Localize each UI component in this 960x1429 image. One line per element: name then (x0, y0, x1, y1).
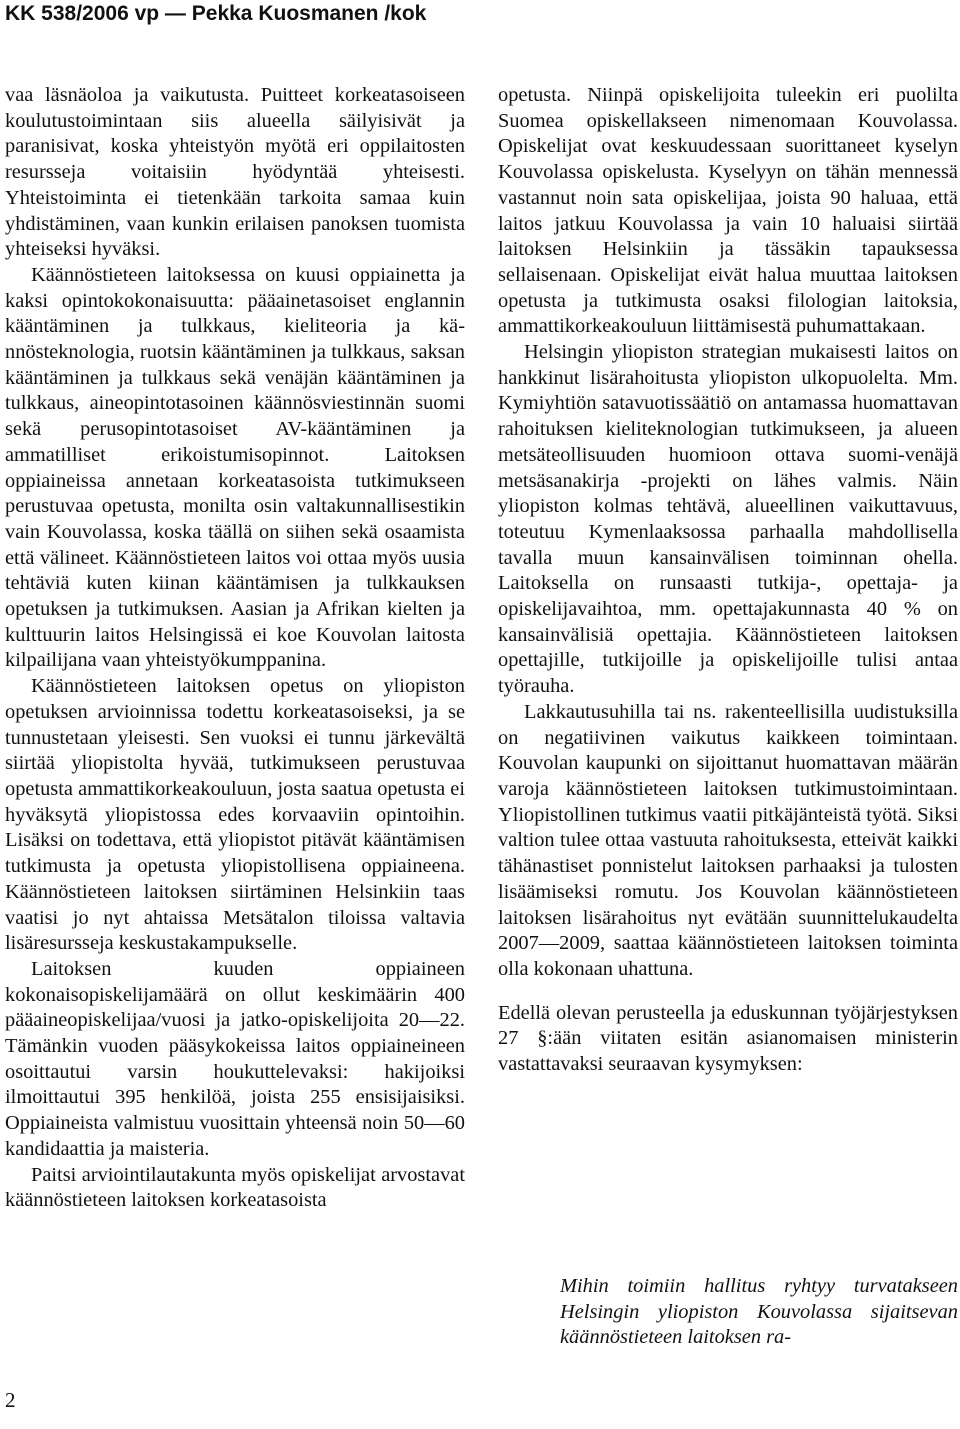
question-text: Mihin toimiin hallitus ryhtyy turvatakseen Helsingin yliopiston Kouvolassa sijaitsevan käännöstieteen laitoksen ra- (560, 1275, 958, 1349)
paragraph: Laitoksen kuuden oppiaineen kokonaisopiskelijamäärä on ollut keskimäärin 400 pääaineopiskelijaa/vuosi ja jatko-opiskelijoita 20—22. Tämänkin vuoden pääsykokeissa laitos oppiaineineen osoittautui varsin houkuttelevaksi: hakijoiksi ilmoittautui 395 henkilöä, joista 255 ensisijaisiksi. Oppiaineista valmistuu vuosittain yhteensä noin 50—60 kandidaattia ja maisteria. (5, 957, 465, 1160)
paragraph: Paitsi arviointilautakunta myös opiskelijat arvostavat käännöstieteen laitoksen korkeatasoista (5, 1163, 465, 1212)
right-column (498, 83, 958, 1078)
paragraph: vaa läsnäoloa ja vaikutusta. Puitteet korkeatasoiseen koulutustoimintaan siis alueella säilyisivät ja paranisivat, koska yhteistyön myötä eri oppilaitosten resursseja voitaisiin hyödyntää yhteisesti. Yhteistoiminta ei tietenkään tarkoita samaa kuin yhdistäminen, vaan kunkin erilaisen panoksen tuomista yhteiseksi hyväksi. (5, 84, 465, 261)
paragraph: Lakkautusuhilla tai ns. rakenteellisilla uudistuksilla on negatiivinen vaikutus kaikkeen toimintaan. Kouvolan kaupunki on sijoittanut huomattavan määrän varoja käännöstieteen laitoksen tutkimustoimintaan. Yliopistollinen tutkimus vaatii pitkäjänteistä työtä. Siksi valtion tulee ottaa vastuuta rahoituksesta, etteivät kaikki tähänastiset ponnistelut laitoksen parhaaksi ja tulosten lisäämiseksi romutu. Jos Kouvolan käännöstieteen laitoksen lisärahoitus nyt evätään suunnittelukaudelta 2007—2009, saattaa käännöstieteen laitoksen toiminta olla kokonaan uhattuna. (498, 700, 958, 980)
page-number: 2 (5, 1388, 16, 1412)
paragraph: Käännöstieteen laitoksessa on kuusi oppiainetta ja kaksi opintokokonaisuutta: pääainetasoiset englannin kääntäminen ja tulkkaus, kieliteoria ja kännösteknologia, ruotsin kääntäminen ja tulkkaus, saksan kääntäminen ja tulkkaus sekä venäjän kääntäminen ja tulkkaus, aineopintotasoinen käännösviestinnän suomi sekä perusopintotasoiset AV-kääntäminen ja ammatilliset erikoistumisopinnot. Laitoksen oppiaineissa annetaan korkeatasoista tutkimukseen perustuvaa opetusta, monilta osin valtakunnallisestikin vain Kouvolassa, koska täällä on siihen sekä osaamista että välineet. Käännöstieteen laitos voi ottaa myös uusia tehtäviä kuten kiinan kääntämisen ja tulkkauksen opetuksen ja tutkimuksen. Aasian ja Afrikan kielten ja kulttuurin laitos Helsingissä ei koe Kouvolan laitosta kilpailijana vaan yhteistyökumppanina. (5, 263, 465, 672)
document-header: KK 538/2006 vp — Pekka Kuosmanen /kok (5, 2, 427, 25)
paragraph: opetusta. Niinpä opiskelijoita tuleekin eri puolilta Suomea opiskellakseen nimenomaan Kouvolassa. Opiskelijat ovat keskuudessaan suorittaneet kyselyn Kouvolassa opiskelusta. Kyselyyn on tähän mennessä vastannut noin sata opiskelijaa, joista 90 haluaa, että laitos jatkuu Kouvolassa ja vain 10 haluaisi siirtää laitoksen Helsinkiin ja tässäkin tapauksessa sellaisenaan. Opiskelijat eivät halua muuttaa laitoksen opetusta ja tutkimusta osaksi filologian laitoksia, ammattikorkeakouluun liittämisestä puhumattakaan. (498, 84, 958, 338)
paragraph: Käännöstieteen laitoksen opetus on yliopiston opetuksen arvioinnissa todettu korkeatasoiseksi, ja se tunnustetaan yleisesti. Sen vuoksi ei tunnu järkevältä siirtää yliopistolta hyvää, tutkimukseen perustuvaa opetusta ammattikorkeakouluun, josta saatua opetusta ei hyväksytä yliopistossa edes korvaaviin opintoihin. Lisäksi on todettava, että yliopistot pitävät kääntämisen tutkimusta ja opetusta yliopistollisena oppiaineena. Käännöstieteen laitoksen siirtäminen Helsinkiin taas vaatisi jo nyt ahtaissa Metsätalon tiloissa valtavia lisäresursseja keskustakampukselle. (5, 675, 465, 955)
left-column (5, 83, 465, 1214)
paragraph: Edellä olevan perusteella ja eduskunnan työjärjestyksen 27 §:ään viitaten esitän asianomaisen ministerin vastattavaksi seuraavan kysymyksen: (498, 1001, 958, 1076)
paragraph: Helsingin yliopiston strategian mukaisesti laitos on hankkinut lisärahoitusta yliopiston ulkopuolelta. Mm. Kymiyhtiön satavuotissäätiö on antamassa huomattavan rahoituksen kieliteknologian tutkimukseen, ja alueen metsäteollisuuden huomioon ottava suomi-venäjä metsäsanakirja -projekti on lähes valmis. Näin yliopiston kolmas tehtävä, alueellinen vaikuttavuus, toteutuu Kymenlaaksossa parhaalla mahdollisella tavalla muun kansainvälisen toiminnan ohella. Laitoksella on runsaasti tutkija-, opettaja- ja opiskelijavaihtoa, mm. opettajakunnasta 40 % on kansainvälisiä opettajia. Käännöstieteen laitoksen opettajille, tutkijoille ja opiskelijoille tulisi antaa työrauha. (498, 341, 958, 698)
